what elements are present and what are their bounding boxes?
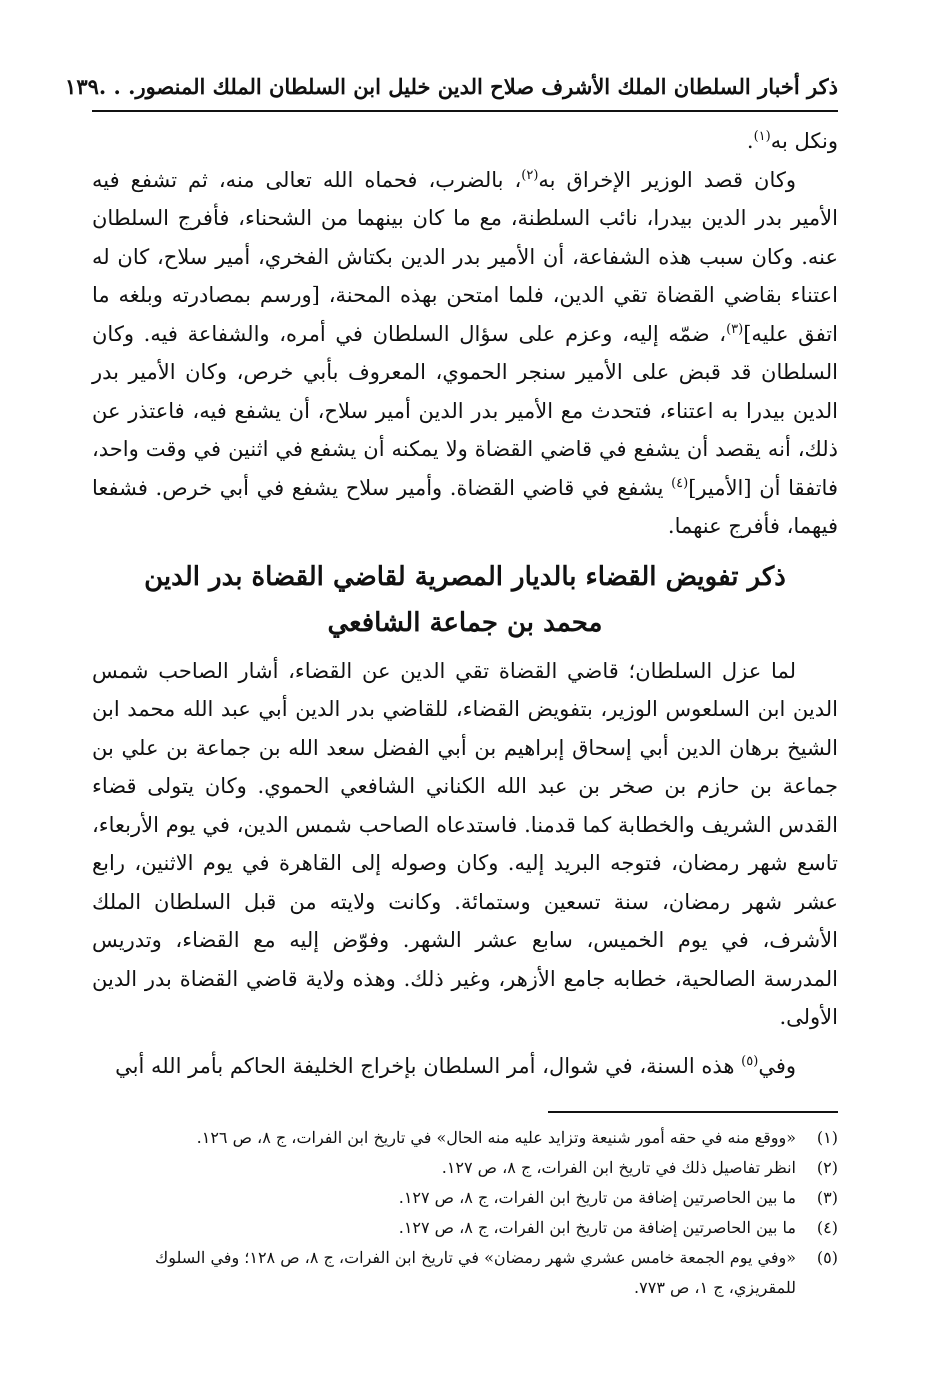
paragraph-2-text: وكان قصد الوزير الإخراق به: [538, 167, 796, 192]
footnote-text: «وفي يوم الجمعة خامس عشري شهر رمضان» في تاريخ ابن الفرات، ج ٨، ص ١٢٨؛ وفي السلوك للمقريزي، ج ١، ص ٧٧٣.: [155, 1248, 796, 1297]
section-heading-line-2: محمد بن جماعة الشافعي: [327, 607, 603, 638]
footnote-1: [92, 1123, 838, 1153]
footnote-separator: [548, 1111, 838, 1113]
paragraph-1-text: ونكل به: [770, 129, 838, 153]
footnote-5: [92, 1243, 838, 1303]
page-number: ١٣٩: [65, 74, 99, 99]
paragraph-2-end: يشفع في قاضي القضاة. وأمير سلاح يشفع في أبي خرص. فشفعا فيهما، فأفرج عنهما.: [92, 475, 838, 538]
footnote-number: (١): [816, 1128, 838, 1147]
footnote-ref-2[interactable]: (٢): [521, 167, 539, 183]
footnote-4: [92, 1213, 838, 1243]
book-page: [65, 70, 838, 1303]
paragraph-1: [92, 122, 838, 161]
footnote-2: [92, 1153, 838, 1183]
paragraph-2: [92, 161, 838, 546]
section-heading: [92, 554, 838, 646]
paragraph-2-cont2: ، ضمّه إليه، وعزم على سؤال السلطان في أمره، والشفاعة فيه. وكان السلطان قد قبض على الأمير سنجر الحموي، المعروف بأبي خرص، وكان الأمير بدر الدين بيدرا به اعتناء، فتحدث مع الأمير بدر الدين أمير سلاح، أن يشفع فيه، فاعتذر عن ذلك، أنه يقصد أن يشفع في قاضي القضاة ولا يمكنه أن يشفع في اثنين في وقت واحد، فاتفقا أن [الأمير]: [92, 321, 838, 500]
footnote-ref-1[interactable]: (١): [753, 129, 771, 144]
section-paragraph-1: لما عزل السلطان؛ قاضي القضاة تقي الدين عن القضاء، أشار الصاحب شمس الدين ابن السلعوس الوزير، بتفويض القضاء، للقاضي بدر الدين أبي عبد الله محمد ابن الشيخ برهان الدين أبي إسحاق إبراهيم بن أبي الفضل سعد الله بن جماعة بن علي بن جماعة بن حازم بن صخر بن عبد الله الكناني الشافعي الحموي. وكان يتولى قضاء القدس الشريف والخطابة كما قدمنا. فاستدعاه الصاحب شمس الدين، في يوم الأربعاء، تاسع شهر رمضان، فتوجه البريد إليه. وكان وصوله إلى القاهرة في يوم الاثنين، رابع عشر شهر رمضان، سنة تسعين وستمائة. وكانت ولايته من قبل السلطان الملك الأشرف، في يوم الخميس، سابع عشر الشهر. وفوّض إليه مع القضاء، وتدريس المدرسة الصالحية، خطابه جامع الأزهر، وغير ذلك. وهذه ولاية قاضي القضاة بدر الدين الأولى.: [92, 658, 838, 1029]
footnote-text: ما بين الحاصرتين إضافة من تاريخ ابن الفرات، ج ٨، ص ١٢٧.: [398, 1218, 796, 1237]
footnote-ref-4[interactable]: (٤): [671, 475, 689, 491]
running-head: [65, 70, 838, 112]
footnote-text: «ووقع منه في حقه أمور شنيعة وتزايد عليه منه الحال» في تاريخ ابن الفرات، ج ٨، ص ١٢٦.: [196, 1128, 796, 1147]
footnote-text: ما بين الحاصرتين إضافة من تاريخ ابن الفرات، ج ٨، ص ١٢٧.: [398, 1188, 796, 1207]
footnote-3: [92, 1183, 838, 1213]
section-heading-line-1: ذكر تفويض القضاء بالديار المصرية لقاضي القضاة بدر الدين: [144, 561, 786, 592]
body-text: [92, 122, 838, 1085]
section-paragraph-2: [92, 1047, 838, 1086]
footnote-ref-3[interactable]: (٣): [726, 321, 744, 337]
footnote-number: (٢): [816, 1158, 838, 1177]
footnote-number: (٤): [816, 1218, 838, 1237]
footnote-text: انظر تفاصيل ذلك في تاريخ ابن الفرات، ج ٨، ص ١٢٧.: [441, 1158, 796, 1177]
footnotes: [92, 1123, 838, 1303]
section-paragraph-2-start: وفي: [758, 1053, 796, 1078]
footnote-number: (٥): [816, 1248, 838, 1267]
footnote-ref-5[interactable]: (٥): [741, 1053, 759, 1069]
section-paragraph-2-text: هذه السنة، في شوال، أمر السلطان بإخراج الخليفة الحاكم بأمر الله أبي: [115, 1053, 742, 1078]
running-head-title: ذكر أخبار السلطان الملك الأشرف صلاح الدين خليل ابن السلطان الملك المنصور. . .: [98, 74, 838, 99]
paragraph-1-end: .: [746, 129, 754, 153]
paragraph-2-cont: ، بالضرب، فحماه الله تعالى منه، ثم تشفع فيه الأمير بدر الدين بيدرا، نائب السلطنة، مع ما كان بينهما من الشحناء، فأفرج السلطان عنه. وكان سبب هذه الشفاعة، أن الأمير بدر الدين بكتاش الفخري، أمير سلاح، كان له اعتناء بقاضي القضاة تقي الدين، فلما امتحن بهذه المحنة، [ورسم بمصادرته وبلغه ما اتفق عليه]: [92, 167, 838, 346]
footnote-number: (٣): [816, 1188, 838, 1207]
